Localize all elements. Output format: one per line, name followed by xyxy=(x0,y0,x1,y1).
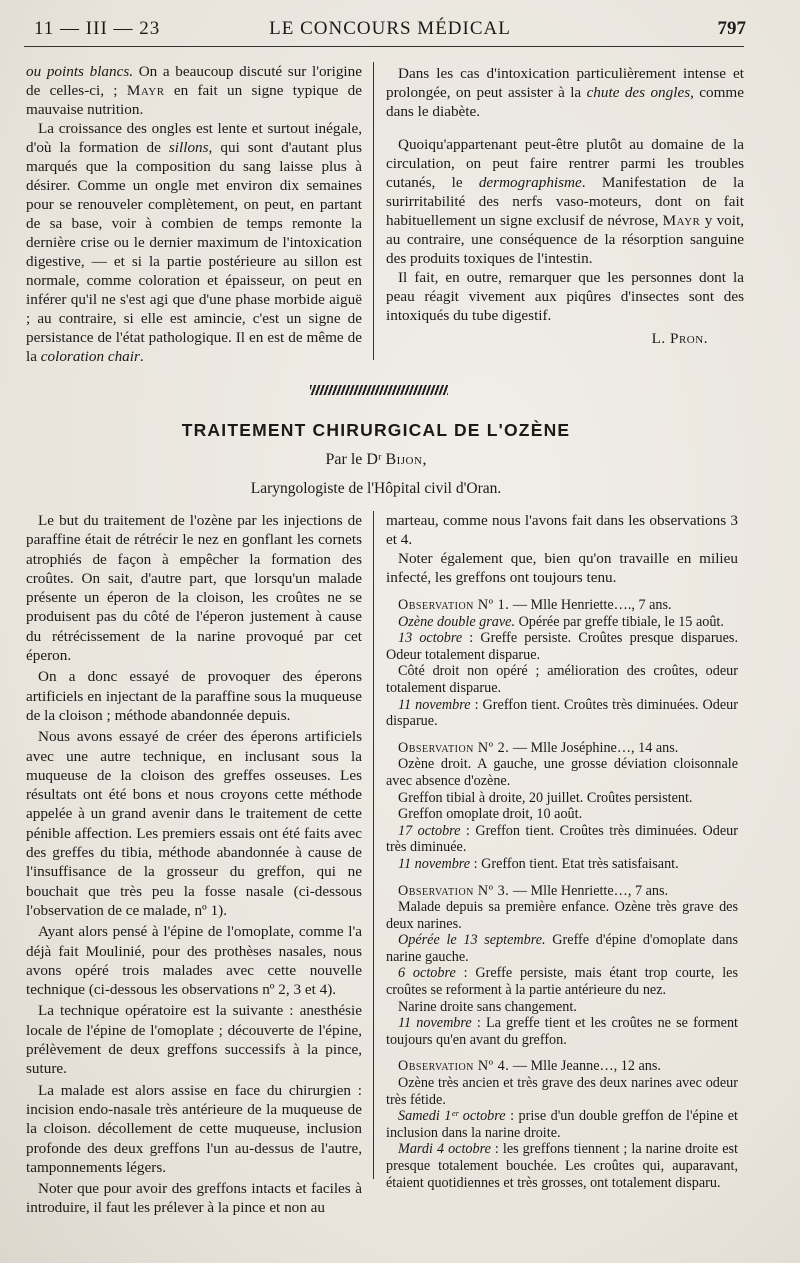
observation-line: Samedi 1ᵉʳ octobre : prise d'un double greffon de l'épine et inclusion dans la narine droite. xyxy=(386,1108,738,1141)
article-title: TRAITEMENT CHIRURGICAL DE L'OZÈNE xyxy=(181,420,571,440)
paragraph: La croissance des ongles est lente et surtout inégale, d'où la formation de sillons, qui sont d'autant plus marqués que la composition du sang laisse plus à désirer. Comme un ongle met environ dix semaines pour se renouveler complètement, on peut, en partant de sa base, voir à combien de temps remonte la dernière crise ou le dernier maximum de l'intoxication digestive, — et si la partie postérieure au sillon est normale, comme coloration et épaisseur, on peut en inférer qu'il ne s'est agi que d'une phase morbide aiguë ; au contraire, si elle est amincie, c'est un signe de persistance de l'état pathologique. Il en est de même de la coloration chair. xyxy=(26,120,362,365)
paragraph: Il fait, en outre, remarquer que les personnes dont la peau réagit vivement aux piqûres d'insectes sont des intoxiqués du tube digestif. xyxy=(386,269,744,324)
article-affiliation: Laryngologiste de l'Hôpital civil d'Oran. xyxy=(250,480,502,497)
paragraph: Noter que pour avoir des greffons intacts et faciles à introduire, il faut les prélever à la pince et non au xyxy=(26,1180,362,1217)
issue-date: 11 — III — 23 xyxy=(34,18,161,39)
paragraph: ou points blancs. On a beaucoup discuté sur l'origine de celles-ci, ; Mayr en fait un signe typique de mauvaise nutrition. xyxy=(26,63,362,118)
observation-line: Mardi 4 octobre : les greffons tiennent ; la narine droite est presque totalement bouchée. Les croûtes qui, auparavant, étaient quotidiennes et très grosses, ont totalement disparu. xyxy=(386,1141,738,1191)
article-left-column xyxy=(26,511,362,1218)
paragraph: marteau, comme nous l'avons fait dans les observations 3 et 4. xyxy=(386,512,738,548)
paragraph: On a donc essayé de provoquer des éperons artificiels en injectant de la paraffine sous la muqueuse de la cloison ; méthode abandonnée depuis. xyxy=(26,668,362,724)
observation-line: Ozène double grave. Opérée par greffe tibiale, le 15 août. xyxy=(398,613,724,630)
top-right-column xyxy=(386,64,744,348)
author-name: Mayr xyxy=(662,212,701,229)
column-divider xyxy=(373,511,374,1179)
observation-line: Greffon omoplate droit, 10 août. xyxy=(398,806,583,823)
observation-line: Malade depuis sa première enfance. Ozène très grave des deux narines. xyxy=(386,899,738,932)
observation-heading: Observation Nº 1. — Mlle Henriette…., 7 ans. xyxy=(398,597,672,613)
observation-line: Opérée le 13 septembre. Greffe d'épine d'omoplate dans narine gauche. xyxy=(386,932,738,965)
paragraph: La technique opératoire est la suivante : anesthésie locale de l'épine de l'omoplate ; découverte de l'épine, prélèvement de deux greffons successifs à la pince, suture. xyxy=(26,1002,362,1078)
top-left-column xyxy=(26,62,362,366)
paragraph: Nous avons essayé de créer des éperons artificiels avec une autre technique, en inclusant sous la muqueuse de la cloison des greffes osseuses. Les résultats ont été bons et nous croyons cette méthode appelée à un grand avenir dans le traitement de cette pénible affection. Les premiers essais ont été faits avec des greffes du tibia, méthode abandonnée à cause de l'insuffisance de la grosseur du greffon, qui ne bouchait que très peu la fosse nasale (ci-dessous l'observation de ce malade, nº 1). xyxy=(26,728,362,919)
paragraph: Dans les cas d'intoxication particulièrement intense et prolongée, on peut assister à la chute des ongles, comme dans le diabète. xyxy=(386,65,744,120)
observation-line: Greffon tibial à droite, 20 juillet. Croûtes persistent. xyxy=(398,789,693,806)
column-divider xyxy=(373,62,374,360)
observation-heading: Observation Nº 2. — Mlle Joséphine…, 14 ans. xyxy=(398,739,679,756)
observation-line: Côté droit non opéré ; amélioration des croûtes, odeur totalement disparue. xyxy=(386,663,738,696)
article-right-column xyxy=(386,511,738,1191)
observation-heading: Observation Nº 3. — Mlle Henriette…, 7 ans. xyxy=(398,882,669,899)
paragraph: Noter également que, bien qu'on travaille en milieu infecté, les greffons ont toujours tenu. xyxy=(386,550,738,586)
header-rule xyxy=(24,46,744,47)
observation-line: Ozène droit. A gauche, une grosse déviation cloisonnale avec absence d'ozène. xyxy=(386,756,738,789)
article-author: Par le Dʳ Bijon, xyxy=(325,451,427,468)
author-name: Mayr xyxy=(126,82,165,99)
paragraph: Quoiqu'appartenant peut-être plutôt au domaine de la circulation, on peut faire rentrer parmi les troubles cutanés, le dermographisme. Manifestation de la surirritabilité des nerfs vaso-moteurs, dont on fait habituellement un signe exclusif de névrose, Mayr y voit, au contraire, une conséquence de la résorption sanguine des produits toxiques de l'intestin. xyxy=(386,136,744,267)
observation-line: Ozène très ancien et très grave des deux narines avec odeur très fétide. xyxy=(386,1075,738,1108)
observation-heading: Observation Nº 4. — Mlle Jeanne…, 12 ans. xyxy=(398,1058,661,1075)
observation-line: 17 octobre : Greffon tient. Croûtes très diminuées. Odeur très diminuée. xyxy=(386,822,738,856)
observation-line: 11 novembre : Greffon tient. Etat très satisfaisant. xyxy=(398,855,679,872)
observation-line: 11 novembre : La greffe tient et les croûtes ne se forment toujours qu'en avant du greffon. xyxy=(386,1015,738,1048)
observation-line: 11 novembre : Greffon tient. Croûtes très diminuées. Odeur disparue. xyxy=(386,696,739,730)
paragraph: Le but du traitement de l'ozène par les injections de paraffine était de rétrécir le nez en gonflant les cornets atrophiés de façon à empêcher la formation des croûtes. On sait, d'autre part, que lorsqu'un malade présente un éperon de la cloison, les croûtes ne se produisent pas du côté de l'éperon justement à cause du rétrécissement de la narine provoqué par cet éperon. xyxy=(26,512,362,665)
observation-line: 13 octobre : Greffe persiste. Croûtes presque disparues. Odeur totalement disparue. xyxy=(386,630,738,663)
observation-line: 6 octobre : Greffe persiste, mais étant trop courte, les croûtes se reforment à la partie antérieure du nez. xyxy=(386,965,739,999)
paragraph: Ayant alors pensé à l'épine de l'omoplate, comme l'a déjà fait Moulinié, pour des prothèses nasales, nous avons opéré trois malades avec cette nouvelle technique (ci-dessous les observations nº 2, 3 et 4). xyxy=(26,923,362,999)
page-header xyxy=(34,18,746,40)
paragraph: La malade est alors assise en face du chirurgien : incision endo-nasale très antérieure de la muqueuse de la cloison. décollement de cette muqueuse, inclusion profonde des deux greffons l'un au-dessus de l'autre, tamponnements légers. xyxy=(26,1081,362,1176)
signature: L. Pron. xyxy=(651,330,708,347)
section-ornament xyxy=(310,385,448,395)
journal-title: LE CONCOURS MÉDICAL xyxy=(269,18,511,39)
page-number: 797 xyxy=(717,18,746,39)
observation-line: Narine droite sans changement. xyxy=(398,998,577,1015)
